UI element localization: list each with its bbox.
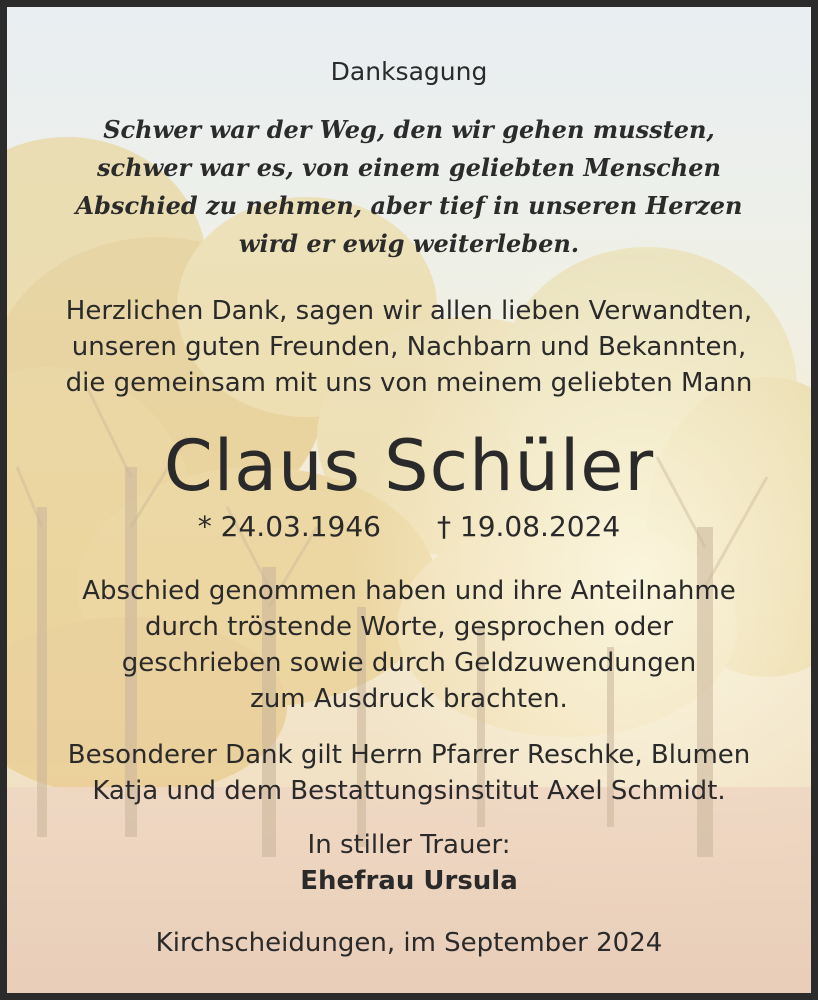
farewell-line-4: zum Ausdruck brachten.: [250, 684, 568, 714]
mourner-name: Ehefrau Ursula: [300, 866, 518, 896]
farewell-line-3: geschrieben sowie durch Geldzuwendungen: [121, 648, 697, 678]
special-thanks-line-1: Besonderer Dank gilt Herrn Pfarrer Reschke, Blumen: [67, 740, 751, 770]
place-and-date: Kirchscheidungen, im September 2024: [155, 928, 663, 958]
quote-line-2: schwer war es, von einem geliebten Menschen: [97, 153, 721, 182]
life-dates: [7, 510, 811, 543]
farewell-line-2: durch tröstende Worte, gesprochen oder: [144, 612, 674, 642]
deceased-name: Claus Schüler: [163, 425, 655, 507]
birth-date: * 24.03.1946: [197, 510, 381, 543]
farewell-line-1: Abschied genommen haben und ihre Anteilnahme: [82, 576, 736, 606]
thanks-line-3: die gemeinsam mit uns von meinem geliebten Mann: [65, 368, 753, 398]
quote-line-4: wird er ewig weiterleben.: [238, 229, 580, 258]
thanks-line-2: unseren guten Freunden, Nachbarn und Bekannten,: [71, 332, 747, 362]
mourning-label: In stiller Trauer:: [307, 830, 511, 860]
heading: Danksagung: [330, 57, 488, 86]
thanks-line-1: Herzlichen Dank, sagen wir allen lieben Verwandten,: [65, 296, 753, 326]
quote-line-3: Abschied zu nehmen, aber tief in unseren Herzen: [75, 191, 743, 220]
obituary-text: [7, 7, 811, 993]
death-date: † 19.08.2024: [437, 510, 621, 543]
special-thanks-line-2: Katja und dem Bestattungsinstitut Axel Schmidt.: [92, 776, 726, 806]
quote-line-1: Schwer war der Weg, den wir gehen mussten,: [103, 115, 715, 144]
